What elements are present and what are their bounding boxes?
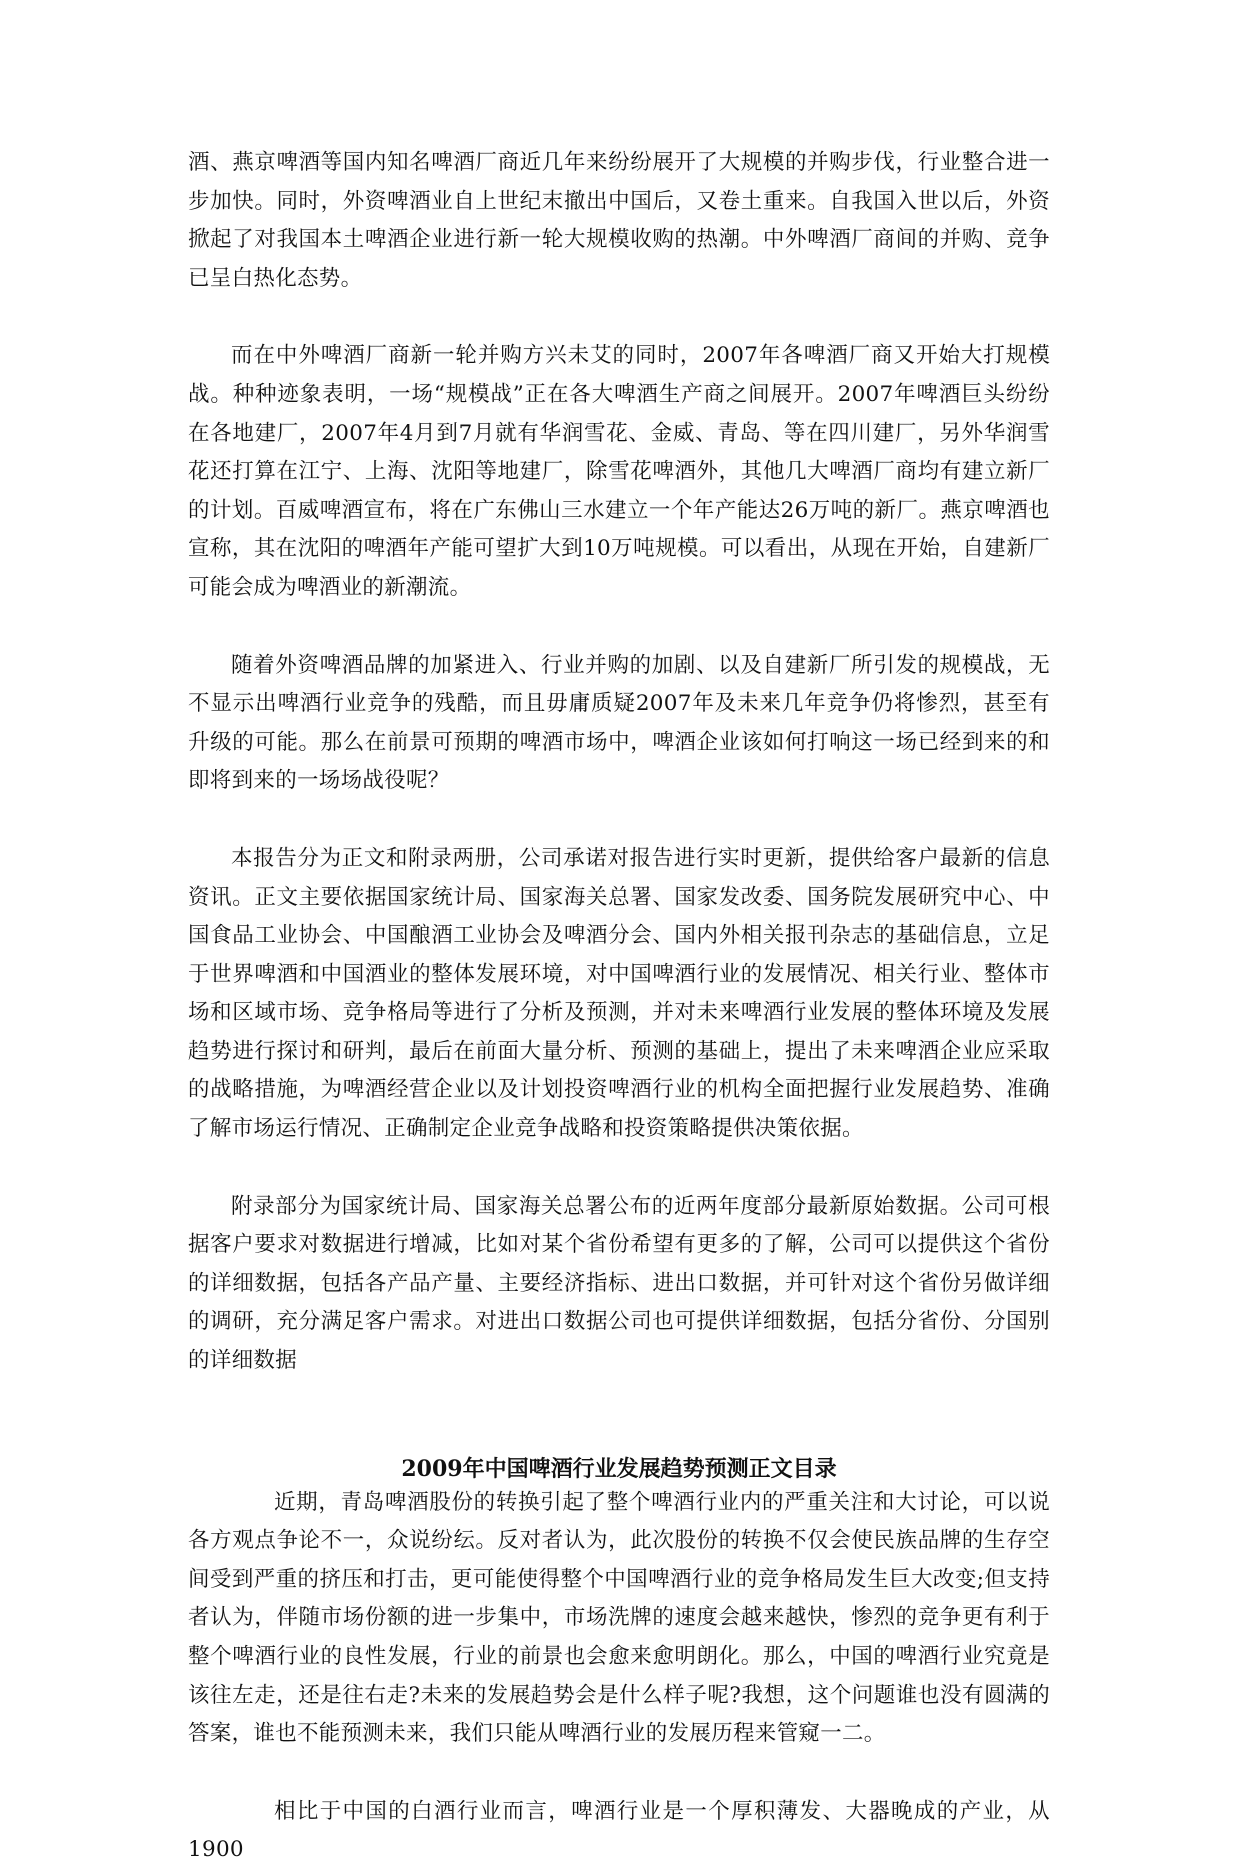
- paragraph-tsingtao-debate: 近期，青岛啤酒股份的转换引起了整个啤酒行业内的严重关注和大讨论，可以说各方观点争论不一，众说纷纭。反对者认为，此次股份的转换不仅会使民族品牌的生存空间受到严重的挤压和打击，更可能使得整个中国啤酒行业的竞争格局发生巨大改变;但支持者认为，伴随市场份额的进一步集中，市场洗牌的速度会越来越快，惨烈的竞争更有利于整个啤酒行业的良性发展，行业的前景也会愈来愈明朗化。那么，中国的啤酒行业究竟是该往左走，还是往右走?未来的发展趋势会是什么样子呢?我想，这个问题谁也没有圆满的答案，谁也不能预测未来，我们只能从啤酒行业的发展历程来管窥一二。: [188, 1489, 1050, 1747]
- paragraph-report-overview: 本报告分为正文和附录两册，公司承诺对报告进行实时更新，提供给客户最新的信息资讯。正文主要依据国家统计局、国家海关总署、国家发改委、国务院发展研究中心、中国食品工业协会、中国酿酒工业协会及啤酒分会、国内外相关报刊杂志的基础信息，立足于世界啤酒和中国酒业的整体发展环境，对中国啤酒行业的发展情况、相关行业、整体市场和区域市场、竞争格局等进行了分析及预测，并对未来啤酒行业发展的整体环境及发展趋势进行探讨和研判，最后在前面大量分析、预测的基础上，提出了未来啤酒企业应采取的战略措施，为啤酒经营企业以及计划投资啤酒行业的机构全面把握行业发展趋势、准确了解市场运行情况、正确制定企业竞争战略和投资策略提供决策依据。: [188, 845, 1050, 1142]
- paragraph-beer-history: 相比于中国的白酒行业而言，啤酒行业是一个厚积薄发、大器晚成的产业，从1900: [188, 1798, 1050, 1863]
- paragraph-mergers-intro: 酒、燕京啤酒等国内知名啤酒厂商近几年来纷纷展开了大规模的并购步伐，行业整合进一步加快。同时，外资啤酒业自上世纪末撤出中国后，又卷土重来。自我国入世以后，外资掀起了对我国本土啤酒企业进行新一轮大规模收购的热潮。中外啤酒厂商间的并购、竞争已呈白热化态势。: [188, 150, 1050, 291]
- section-heading: 2009年中国啤酒行业发展趋势预测正文目录: [401, 1455, 837, 1482]
- document-body: [188, 144, 1050, 1870]
- paragraph-appendix: 附录部分为国家统计局、国家海关总署公布的近两年度部分最新原始数据。公司可根据客户要求对数据进行增减，比如对某个省份希望有更多的了解，公司可以提供这个省份的详细数据，包括各产品产量、主要经济指标、进出口数据，并可针对这个省份另做详细的调研，充分满足客户需求。对进出口数据公司也可提供详细数据，包括分省份、分国别的详细数据: [188, 1193, 1050, 1374]
- paragraph-scale-war: 而在中外啤酒厂商新一轮并购方兴未艾的同时，2007年各啤酒厂商又开始大打规模战。种种迹象表明，一场“规模战”正在各大啤酒生产商之间展开。2007年啤酒巨头纷纷在各地建厂，2007年4月到7月就有华润雪花、金威、青岛、等在四川建厂，另外华润雪花还打算在江宁、上海、沈阳等地建厂，除雪花啤酒外，其他几大啤酒厂商均有建立新厂的计划。百威啤酒宣布，将在广东佛山三水建立一个年产能达26万吨的新厂。燕京啤酒也宣称，其在沈阳的啤酒年产能可望扩大到10万吨规模。可以看出，从现在开始，自建新厂可能会成为啤酒业的新潮流。: [188, 343, 1050, 600]
- paragraph-competition: 随着外资啤酒品牌的加紧进入、行业并购的加剧、以及自建新厂所引发的规模战，无不显示出啤酒行业竞争的残酷，而且毋庸质疑2007年及未来几年竞争仍将惨烈，甚至有升级的可能。那么在前景可预期的啤酒市场中，啤酒企业该如何打响这一场已经到来的和即将到来的一场场战役呢？: [188, 652, 1050, 794]
